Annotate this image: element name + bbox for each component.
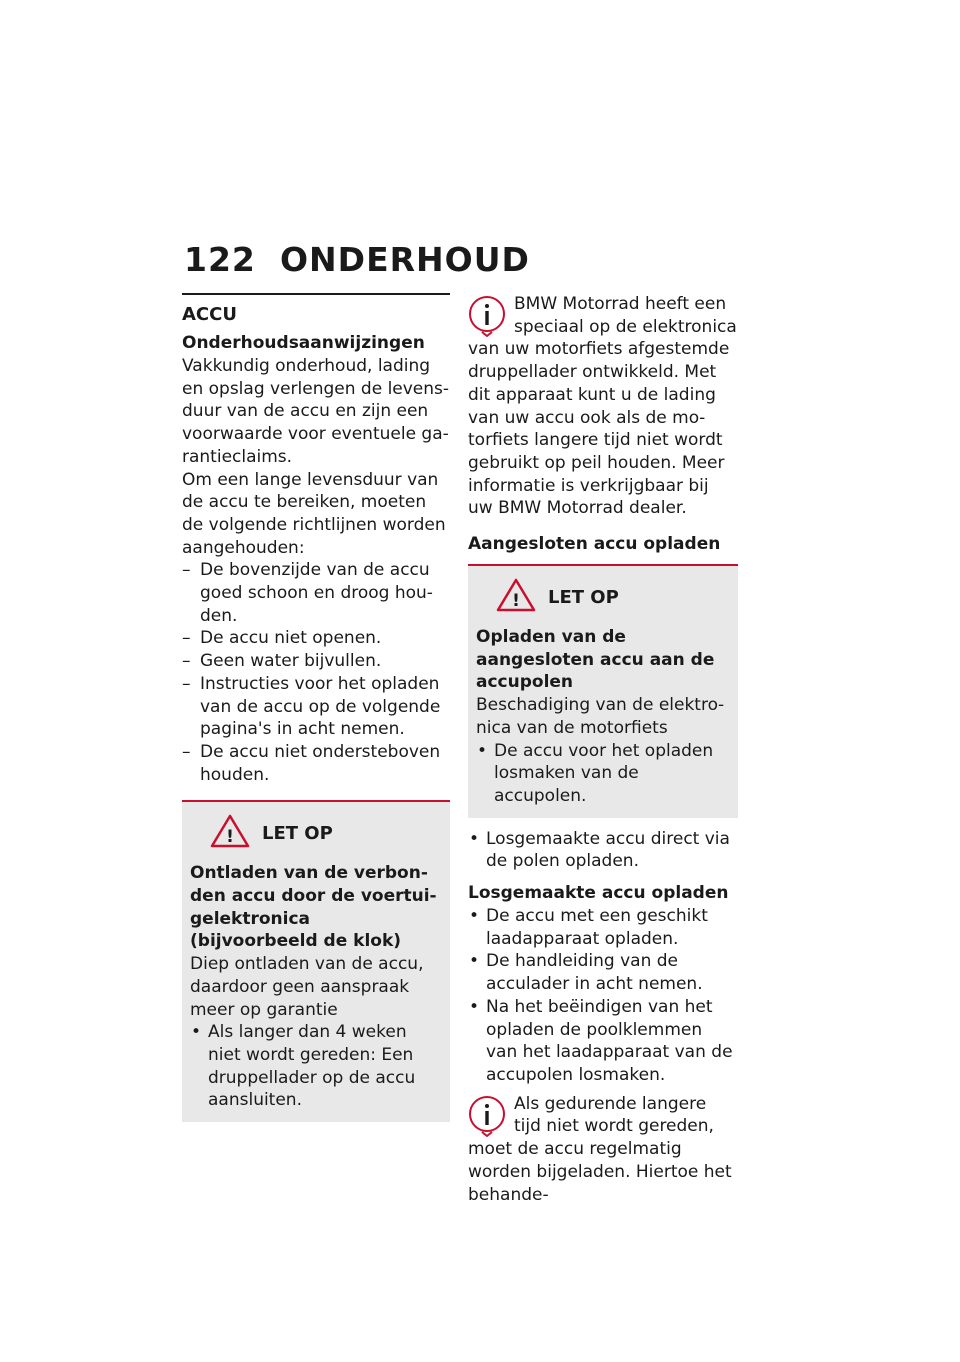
page-title: ONDERHOUD [280,240,530,279]
maintenance-subheading: Onderhoudsaanwijzingen [182,333,425,353]
info-icon [468,295,506,337]
list-item: • Losgemaakte accu direct via de polen opladen. [468,828,738,873]
info-icon [468,1095,506,1137]
list-item: – De accu niet ondersteboven houden. [182,741,450,786]
warning-title: Opladen van de aangesloten accu aan de accupolen [476,627,715,693]
list-item: • De accu voor het opladen losmaken van de accupolen. [476,740,730,808]
warning-box [468,566,738,818]
info-block-trickle-charger [468,293,738,520]
warning-title: Ontladen van de verbonden accu door de voertuigelektronica (bijvoorbeeld de klok) [190,863,437,952]
svg-text:!: ! [226,827,234,848]
page-number: 122 [184,240,256,279]
connected-charging-subheading: Aangesloten accu opladen [468,534,721,555]
info-text: BMW Motorrad heeft een speciaal op de elektronica van uw motorfiets afgestemde druppellader ontwikkeld. Met dit apparaat kunt u de lading van uw accu ook als de motorfiets langere tijd niet wordt gebruikt op peil houden. Meer informatie is verkrijgbaar bij uw BMW Motorrad dealer. [468,294,737,519]
warning-triangle-icon [210,814,262,852]
left-column [182,293,450,1122]
list-item: • Na het beëindigen van het opladen de poolklemmen van het laadapparaat van de accupolen losmaken. [468,996,738,1087]
section-title: ACCU [182,304,237,325]
warning-text: Beschadiging van de elektronica van de motorfiets [476,695,725,738]
warning-box [182,802,450,1122]
list-item: – Instructies voor het opladen van de accu op de volgende pagina's in acht nemen. [182,673,450,741]
page-header [184,240,530,279]
warning-text: Diep ontladen van de accu, daardoor geen aanspraak meer op garantie [190,954,424,1020]
warning-label: LET OP [548,586,619,608]
warning-label: LET OP [262,822,333,844]
warning-bullet-list [190,1021,442,1112]
charging-bullet-list [468,828,738,873]
list-item: – De accu niet openen. [182,627,450,650]
warning-triangle-icon [496,578,548,616]
list-item: – De bovenzijde van de accu goed schoon en droog houden. [182,559,450,627]
info-text: Als gedurende langere tijd niet wordt gereden, moet de accu regelmatig worden bijgeladen. Hiertoe het behande- [468,1093,732,1205]
guidelines-paragraph: Om een lange levensduur van de accu te bereiken, moeten de volgende richtlijnen worden aangehouden: [182,469,446,558]
right-column [468,293,738,1206]
warning-header [190,814,442,852]
disconnected-charging-subheading: Losgemaakte accu opladen [468,883,729,904]
svg-text:!: ! [512,591,520,612]
guidelines-list [182,559,450,786]
warning-header [476,578,730,616]
list-item: • Als langer dan 4 weken niet wordt gereden: Een druppellader op de accu aansluiten. [190,1021,442,1112]
list-item: – Geen water bijvullen. [182,650,450,673]
list-item: • De accu met een geschikt laadapparaat opladen. [468,905,738,950]
maintenance-intro-paragraph: Vakkundig onderhoud, lading en opslag verlengen de levensduur van de accu en zijn een voorwaarde voor eventuele garantieclaims. [182,356,450,467]
info-block-recharging [468,1093,738,1207]
section-rule [182,293,450,295]
disconnected-charging-list [468,905,738,1087]
list-item: • De handleiding van de acculader in acht nemen. [468,950,738,995]
warning-bullet-list [476,740,730,808]
